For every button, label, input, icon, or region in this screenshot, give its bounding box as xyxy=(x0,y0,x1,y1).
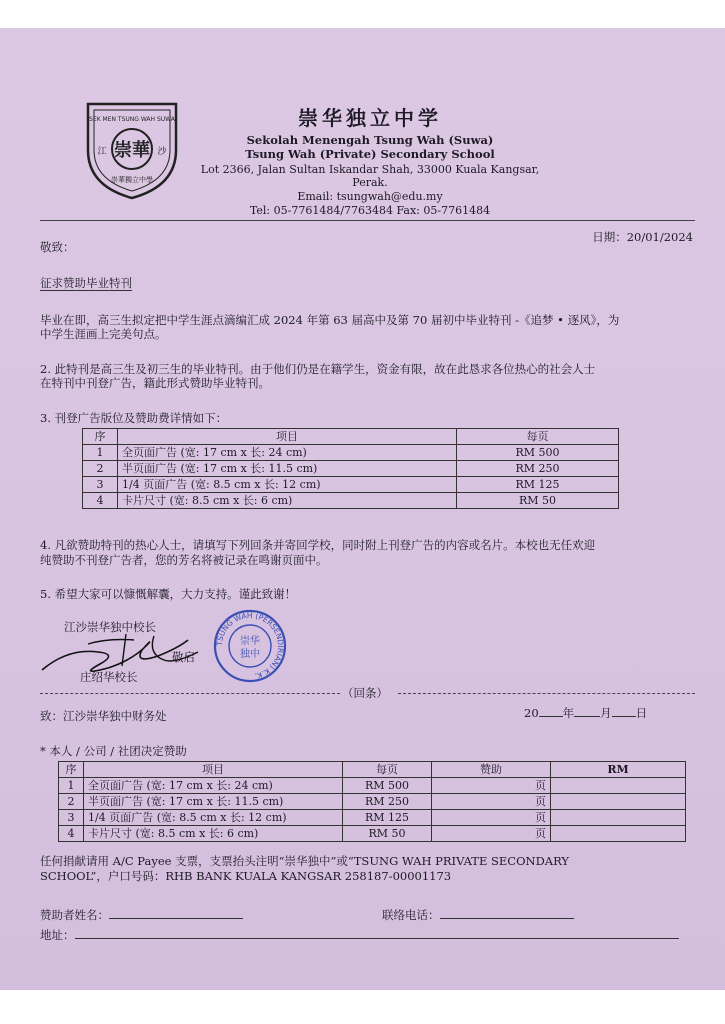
col-header-sponsor: 赞助 xyxy=(432,762,551,778)
school-stamp xyxy=(212,608,288,684)
reply-divider-left xyxy=(40,693,340,694)
row-item: 1/4 页面广告 (宽: 8.5 cm x 长: 12 cm) xyxy=(84,810,343,826)
paragraph-1-line-2: 中学生涯画上完美句点。 xyxy=(40,327,167,341)
sponsorship-form-table xyxy=(58,761,686,842)
cheque-instruction-line-2: SCHOOL”，户口号码：RHB BANK KUALA KANGSAR 258187-00001173 xyxy=(40,869,452,883)
row-item: 全页面广告 (宽: 17 cm x 长: 24 cm) xyxy=(118,445,457,461)
reply-day-label: 日 xyxy=(635,706,648,720)
row-no: 3 xyxy=(59,810,84,826)
school-address: Lot 2366, Jalan Sultan Iskandar Shah, 33000 Kuala Kangsar, Perak. xyxy=(200,163,540,189)
table-row xyxy=(59,794,686,810)
row-no: 1 xyxy=(59,778,84,794)
signatory-name: 庄绍华校长 xyxy=(80,670,138,684)
school-name-my: Sekolah Menengah Tsung Wah (Suwa) xyxy=(246,133,494,147)
signatory-closing: 敬启 xyxy=(172,650,195,664)
row-rate: RM 500 xyxy=(343,778,432,794)
ad-rates-table xyxy=(82,428,619,509)
phone-row xyxy=(382,906,574,922)
row-no: 4 xyxy=(83,493,118,509)
row-rate: RM 50 xyxy=(343,826,432,842)
letterhead xyxy=(190,102,550,217)
table-header-row xyxy=(83,429,619,445)
school-name-cn: 崇华独立中学 xyxy=(298,106,442,130)
sponsor-name-field[interactable] xyxy=(109,906,243,919)
row-rate: RM 50 xyxy=(457,493,619,509)
address-row xyxy=(40,926,679,942)
logo-side-left: 江 xyxy=(97,147,107,157)
row-rm-field[interactable] xyxy=(551,810,686,826)
paragraph-4-line-2: 纯赞助不刊登广告者，您的芳名将被记录在鸣谢页面中。 xyxy=(40,553,328,567)
reply-year-label: 年 xyxy=(562,706,575,720)
row-item: 半页面广告 (宽: 17 cm x 长: 11.5 cm) xyxy=(84,794,343,810)
stamp-center-bottom: 独中 xyxy=(240,649,260,660)
letter-paper xyxy=(0,28,725,990)
row-no: 3 xyxy=(83,477,118,493)
table-row xyxy=(83,477,619,493)
row-item: 半页面广告 (宽: 17 cm x 长: 11.5 cm) xyxy=(118,461,457,477)
row-rate: RM 125 xyxy=(343,810,432,826)
letter-date: 日期：20/01/2024 xyxy=(592,230,693,244)
month-field[interactable] xyxy=(574,716,600,717)
col-header-item: 项目 xyxy=(84,762,343,778)
row-no: 4 xyxy=(59,826,84,842)
logo-side-right: 沙 xyxy=(157,147,167,157)
address-field[interactable] xyxy=(75,926,679,939)
school-email: Email: tsungwah@edu.my xyxy=(297,190,443,203)
col-header-no: 序 xyxy=(59,762,84,778)
row-rm-field[interactable] xyxy=(551,794,686,810)
row-rm-field[interactable] xyxy=(551,826,686,842)
row-rate: RM 500 xyxy=(457,445,619,461)
table-row xyxy=(59,810,686,826)
row-pages-unit: 页 xyxy=(535,811,546,824)
reply-month-label: 月 xyxy=(600,706,612,720)
reply-divider-right xyxy=(398,693,695,694)
col-header-item: 项目 xyxy=(118,429,457,445)
paragraph-2-line-1: 2. 此特刊是高三生及初三生的毕业特刊。由于他们仍是在籍学生，资金有限，故在此恳求各位热心的社会人士 xyxy=(40,362,596,376)
paragraph-5: 5. 希望大家可以慷慨解囊，大力支持。谨此致谢！ xyxy=(40,587,297,601)
row-no: 2 xyxy=(59,794,84,810)
logo-ring-text: SEK MEN TSUNG WAH SUWA xyxy=(89,116,175,123)
row-pages-unit: 页 xyxy=(535,827,546,840)
row-pages-unit: 页 xyxy=(535,779,546,792)
sponsor-name-label: 赞助者姓名： xyxy=(40,908,109,922)
letter-subject xyxy=(40,276,132,291)
row-rm-field[interactable] xyxy=(551,778,686,794)
phone-label: 联络电话： xyxy=(382,908,440,922)
school-tel: Tel: 05-7761484/7763484 Fax: 05-7761484 xyxy=(249,204,491,217)
phone-field[interactable] xyxy=(440,906,574,919)
paragraph-3: 3. 刊登广告版位及赞助费详情如下： xyxy=(40,411,228,425)
school-logo xyxy=(82,94,182,202)
row-item: 卡片尺寸 (宽: 8.5 cm x 长: 6 cm) xyxy=(84,826,343,842)
row-pages-field[interactable] xyxy=(432,810,551,826)
reply-date-year-prefix: 20 xyxy=(524,706,539,720)
reply-decision: * 本人 / 公司 / 社团决定赞助 xyxy=(40,744,187,758)
address-label: 地址： xyxy=(40,928,75,942)
row-no: 2 xyxy=(83,461,118,477)
row-item: 1/4 页面广告 (宽: 8.5 cm x 长: 12 cm) xyxy=(118,477,457,493)
row-item: 全页面广告 (宽: 17 cm x 长: 24 cm) xyxy=(84,778,343,794)
row-pages-field[interactable] xyxy=(432,794,551,810)
stamp-ring-text: TSUNG WAH (PERSENDIRIAN) K.K. xyxy=(214,610,286,681)
header-divider xyxy=(40,220,695,221)
table-row xyxy=(83,461,619,477)
stamp-center-top: 崇华 xyxy=(240,636,260,647)
letter-greeting: 敬致： xyxy=(40,240,75,254)
row-pages-unit: 页 xyxy=(535,795,546,808)
row-rate: RM 125 xyxy=(457,477,619,493)
reply-recipient: 致：江沙崇华独中财务处 xyxy=(40,709,167,723)
table-header-row xyxy=(59,762,686,778)
subject-text: 征求赞助毕业特刊 xyxy=(40,276,132,290)
day-field[interactable] xyxy=(612,716,636,717)
row-item: 卡片尺寸 (宽: 8.5 cm x 长: 6 cm) xyxy=(118,493,457,509)
paragraph-1-line-1: 毕业在即，高三生拟定把中学生涯点滴编汇成 2024 年第 63 届高中及第 70 届初中毕业特刊 -《追梦 • 逐风》，为 xyxy=(40,313,620,327)
reply-date-fields xyxy=(524,706,647,720)
sponsor-name-row xyxy=(40,906,243,922)
row-no: 1 xyxy=(83,445,118,461)
row-rate: RM 250 xyxy=(343,794,432,810)
paragraph-2-line-2: 在特刊中刊登广告，籍此形式赞助毕业特刊。 xyxy=(40,376,270,390)
cheque-instruction-line-1: 任何捐献请用 A/C Payee 支票，支票抬头注明“崇华独中”或“TSUNG WAH PRIVATE SECONDARY xyxy=(40,854,569,868)
logo-bottom-text: 崇華獨立中學 xyxy=(111,176,153,184)
year-field[interactable] xyxy=(539,716,563,717)
signatory-title: 江沙崇华独中校长 xyxy=(64,620,156,634)
table-row xyxy=(83,445,619,461)
reply-slip-label: （回条） xyxy=(342,686,388,700)
paragraph-4-line-1: 4. 凡欲赞助特刊的热心人士，请填写下列回条并寄回学校，同时附上刊登广告的内容或名片。本校也无任欢迎 xyxy=(40,538,596,552)
col-header-rate: 每页 xyxy=(457,429,619,445)
col-header-rate: 每页 xyxy=(343,762,432,778)
table-row xyxy=(59,778,686,794)
col-header-rm: RM xyxy=(551,762,686,778)
table-row xyxy=(59,826,686,842)
col-header-no: 序 xyxy=(83,429,118,445)
row-rate: RM 250 xyxy=(457,461,619,477)
school-name-en: Tsung Wah (Private) Secondary School xyxy=(245,147,495,161)
table-row xyxy=(83,493,619,509)
row-pages-field[interactable] xyxy=(432,778,551,794)
row-pages-field[interactable] xyxy=(432,826,551,842)
logo-center-text: 崇華 xyxy=(114,140,150,161)
